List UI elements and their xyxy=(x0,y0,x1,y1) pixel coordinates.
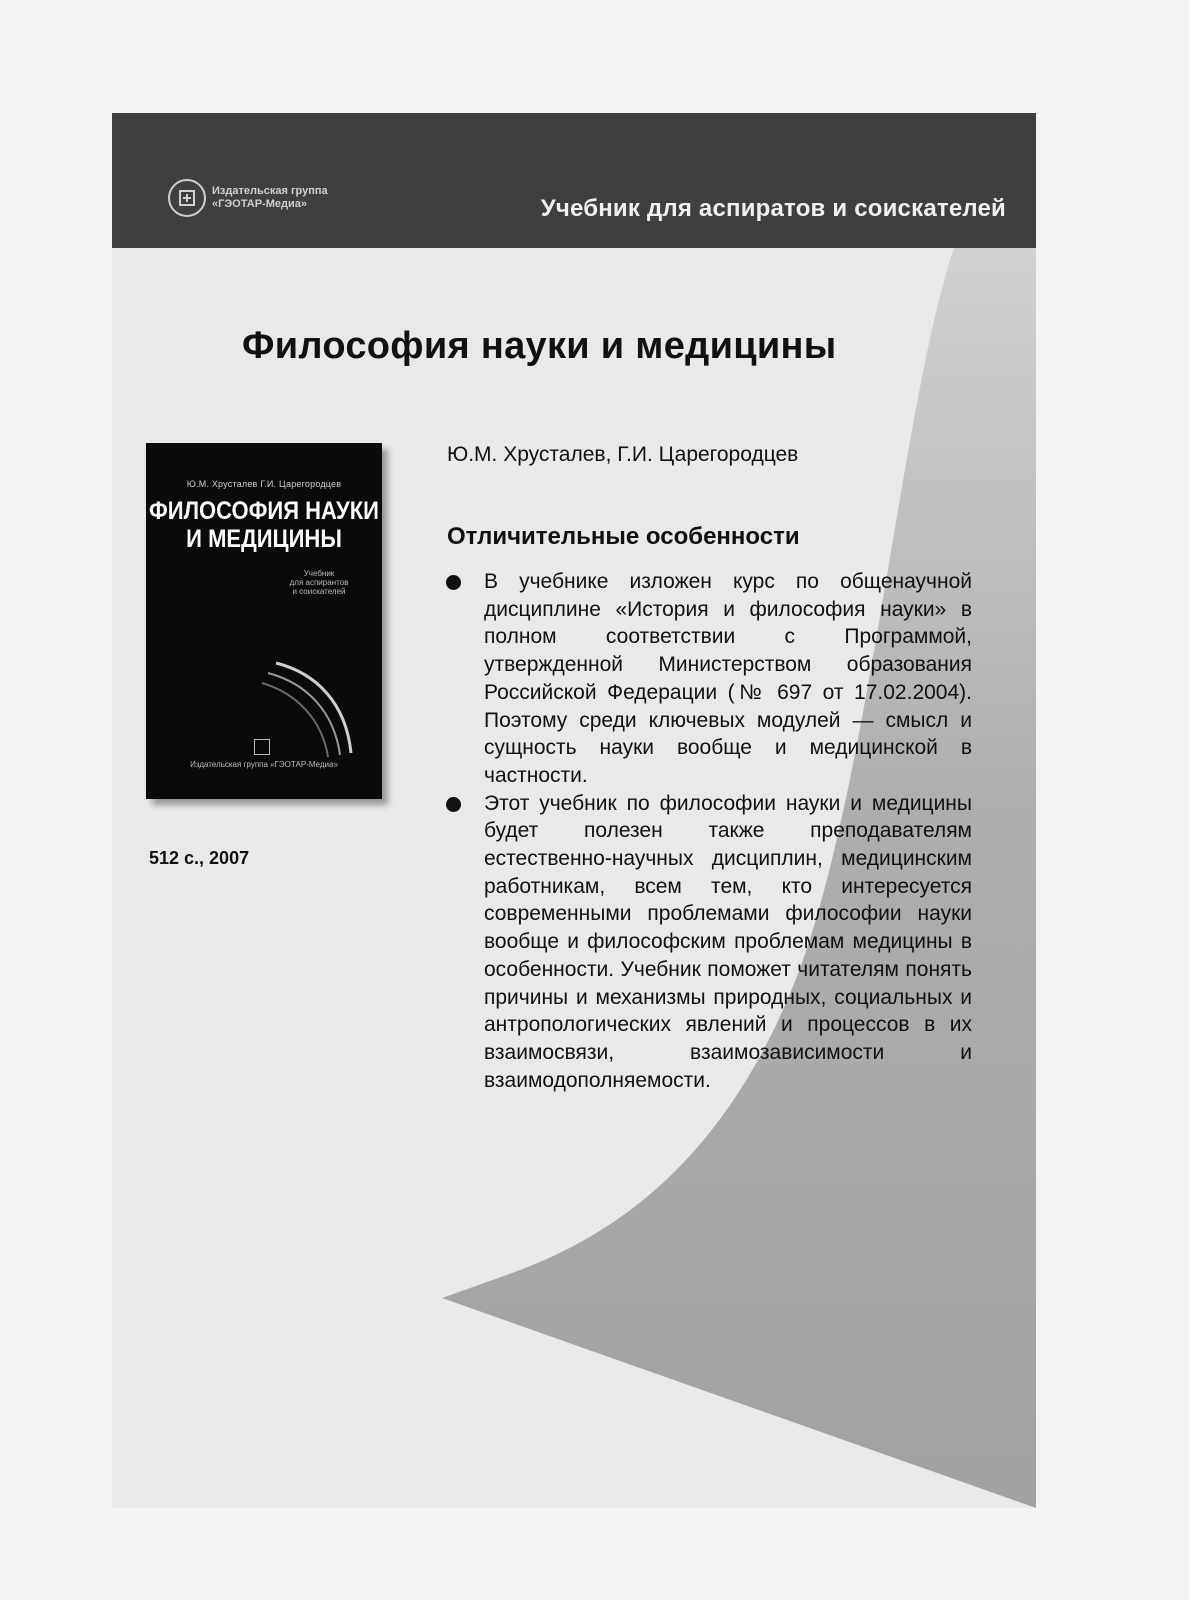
book-authors: Ю.М. Хрусталев, Г.И. Царегородцев xyxy=(447,443,799,466)
page-header xyxy=(112,113,1036,248)
feature-item xyxy=(446,790,972,1095)
book-meta: 512 с., 2007 xyxy=(149,848,250,868)
catalog-page xyxy=(112,113,1036,1508)
cover-subtitle: Учебник для аспирантов и соискателей xyxy=(289,569,349,596)
publisher-logo-text: Издательская группа «ГЭОТАР-Медиа» xyxy=(212,185,328,210)
cover-illustration xyxy=(256,643,366,763)
book-title: Философия науки и медицины xyxy=(242,325,837,367)
features-list xyxy=(446,568,972,1094)
publisher-logo-icon xyxy=(168,179,206,217)
publisher-logo xyxy=(168,175,328,221)
feature-text: В учебнике изложен курс по общенаучной дисциплине «История и философия науки» в полном соответствии с Программой, утвержденной Министерством образования Российской Федерации (№ 697 от 17.02.2004). Поэтому среди ключевых модулей — смысл и сущность науки вообще и медицинской в частности. xyxy=(484,570,972,787)
feature-item xyxy=(446,568,972,790)
cover-authors: Ю.М. Хрусталев Г.И. Царегородцев xyxy=(186,479,342,489)
bullet-icon xyxy=(446,797,461,812)
features-heading: Отличительные особенности xyxy=(447,523,800,550)
cover-logo-icon xyxy=(254,739,270,755)
series-label: Учебник для аспиратов и соискателей xyxy=(540,195,1006,222)
feature-text: Этот учебник по философии науки и медицины будет полезен также преподавателям естественно-научных дисциплин, медицинским работникам, всем тем, кто интересуется современными проблемами философии науки вообще и философским проблемам медицины в особенности. Учебник поможет читателям понять причины и механизмы природных, социальных и антропологических явлений и процессов в их взаимосвязи, взаимозависимости и взаимодополняемости. xyxy=(484,791,972,1092)
bullet-icon xyxy=(446,575,461,590)
cover-title: ФИЛОСОФИЯ НАУКИ И МЕДИЦИНЫ xyxy=(149,496,379,553)
cover-publisher: Издательская группа «ГЭОТАР-Медиа» xyxy=(190,760,338,769)
book-cover xyxy=(146,443,382,799)
